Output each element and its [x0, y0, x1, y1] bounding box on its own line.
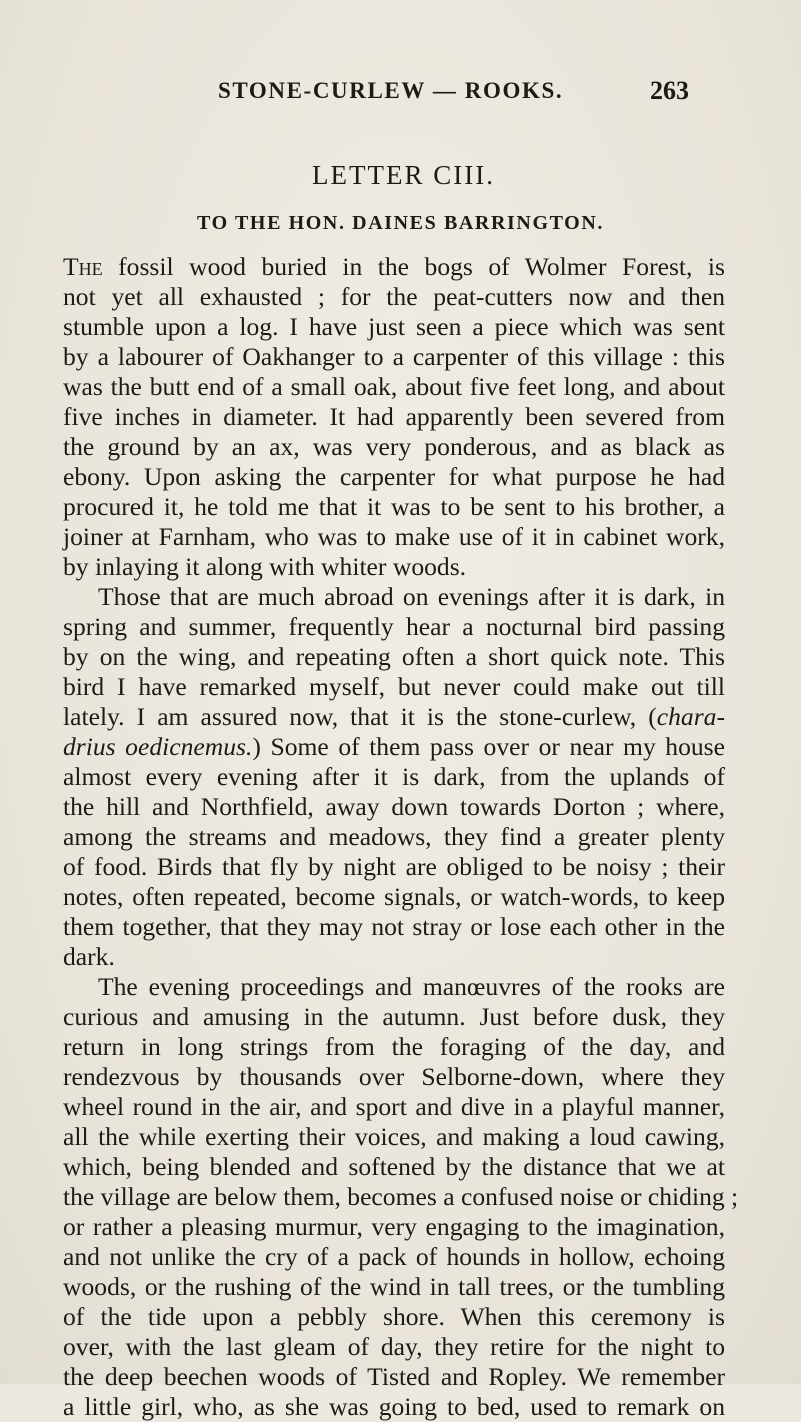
line-text: fossil wood buried in the bogs of Wolmer Forest, is: [118, 252, 725, 281]
italic-text: chara-: [656, 702, 725, 731]
text-line: [63, 612, 725, 642]
line-text: a little girl, who, as she was going to bed, used to remark on: [63, 1392, 725, 1421]
text-line: [63, 1212, 725, 1242]
line-text: not yet all exhausted ; for the peat-cutters now and then: [63, 282, 725, 311]
line-text-tail: ) Some of them pass over or near my house: [252, 732, 725, 761]
text-line: [63, 1062, 725, 1092]
text-line: [63, 702, 725, 732]
line-text: among the streams and meadows, they find a greater plenty: [63, 822, 725, 851]
line-text: them together, that they may not stray or lose each other in the: [63, 912, 725, 941]
text-line: [63, 942, 725, 972]
text-line: [63, 372, 725, 402]
text-line: [63, 462, 725, 492]
text-line: [63, 1032, 725, 1062]
text-line: [63, 642, 725, 672]
text-line: [98, 972, 725, 1002]
text-line: [63, 1392, 725, 1422]
line-text: dark.: [63, 942, 115, 971]
running-title: STONE-CURLEW — ROOKS.: [218, 78, 564, 103]
text-line: [63, 402, 725, 432]
line-text: lately. I am assured now, that it is the stone-curlew, (: [63, 702, 657, 731]
text-line: [63, 852, 725, 882]
text-line: [98, 582, 725, 612]
text-line: [63, 1092, 725, 1122]
line-text: the deep beechen woods of Tisted and Ropley. We remember: [63, 1362, 725, 1391]
line-text: stumble upon a log. I have just seen a piece which was sent: [63, 312, 725, 341]
text-line: [63, 1362, 725, 1392]
line-text: the ground by an ax, was very ponderous, and as black as: [63, 432, 725, 461]
line-text: almost every evening after it is dark, from the uplands of: [63, 762, 725, 791]
line-text: The evening proceedings and manœuvres of the rooks are: [98, 972, 725, 1001]
text-line: [63, 1272, 725, 1302]
line-text: Those that are much abroad on evenings after it is dark, in: [98, 582, 725, 611]
text-line: [63, 1002, 725, 1032]
text-line: [63, 1332, 725, 1362]
text-line: [63, 792, 725, 822]
line-text: five inches in diameter. It had apparently been severed from: [63, 402, 725, 431]
letter-title: LETTER CIII.: [312, 160, 495, 190]
text-line: [63, 252, 725, 282]
line-text: the hill and Northfield, away down towards Dorton ; where,: [63, 792, 725, 821]
line-text: or rather a pleasing murmur, very engaging to the imagination,: [63, 1212, 725, 1241]
text-line: [63, 912, 725, 942]
text-line: [63, 1182, 739, 1212]
text-line: [63, 732, 725, 762]
text-line: [63, 1302, 725, 1332]
line-text: woods, or the rushing of the wind in tall trees, or the tumbling: [63, 1272, 725, 1301]
line-text: all the while exerting their voices, and making a loud cawing,: [63, 1122, 725, 1151]
line-text: rendezvous by thousands over Selborne-down, where they: [63, 1062, 725, 1091]
text-line: [63, 1122, 725, 1152]
text-line: [63, 342, 725, 372]
line-text: wheel round in the air, and sport and dive in a playful manner,: [63, 1092, 725, 1121]
line-text: bird I have remarked myself, but never could make out till: [63, 672, 725, 701]
line-text: procured it, he told me that it was to be sent to his brother, a: [63, 492, 725, 521]
line-text: by on the wing, and repeating often a short quick note. This: [63, 642, 725, 671]
line-text: spring and summer, frequently hear a nocturnal bird passing: [63, 612, 725, 641]
line-text: by inlaying it along with whiter woods.: [63, 552, 467, 581]
text-line: [63, 672, 725, 702]
text-line: [63, 312, 725, 342]
line-text: joiner at Farnham, who was to make use of it in cabinet work,: [63, 522, 725, 551]
text-line: [63, 1242, 725, 1272]
line-text: and not unlike the cry of a pack of hounds in hollow, echoing: [63, 1242, 725, 1271]
line-text: by a labourer of Oakhanger to a carpenter of this village : this: [63, 342, 725, 371]
line-text: was the butt end of a small oak, about five feet long, and about: [63, 372, 725, 401]
line-text: over, with the last gleam of day, they retire for the night to: [63, 1332, 725, 1361]
text-line: [63, 1152, 725, 1182]
text-line: [63, 882, 725, 912]
line-text: notes, often repeated, become signals, or watch-words, to keep: [63, 882, 725, 911]
line-text: curious and amusing in the autumn. Just before dusk, they: [63, 1002, 725, 1031]
text-line: [63, 552, 725, 582]
line-text: the village are below them, becomes a confused noise or chiding ;: [63, 1182, 739, 1211]
text-line: [63, 762, 725, 792]
line-text: return in long strings from the foraging of the day, and: [63, 1032, 725, 1061]
page-number: 263: [650, 76, 689, 105]
text-line: [63, 822, 725, 852]
letter-addressee: TO THE HON. DAINES BARRINGTON.: [197, 212, 604, 234]
running-head: [0, 78, 801, 112]
text-line: [63, 282, 725, 312]
line-text: ebony. Upon asking the carpenter for what purpose he had: [63, 462, 725, 491]
text-line: [63, 522, 725, 552]
drop-word: The: [63, 252, 103, 281]
line-text: of the tide upon a pebbly shore. When this ceremony is: [63, 1302, 725, 1331]
italic-text: drius oedicnemus.: [63, 732, 253, 761]
text-line: [63, 492, 725, 522]
line-text: of food. Birds that fly by night are obliged to be noisy ; their: [63, 852, 725, 881]
line-text: which, being blended and softened by the distance that we at: [63, 1152, 725, 1181]
text-line: [63, 432, 725, 462]
